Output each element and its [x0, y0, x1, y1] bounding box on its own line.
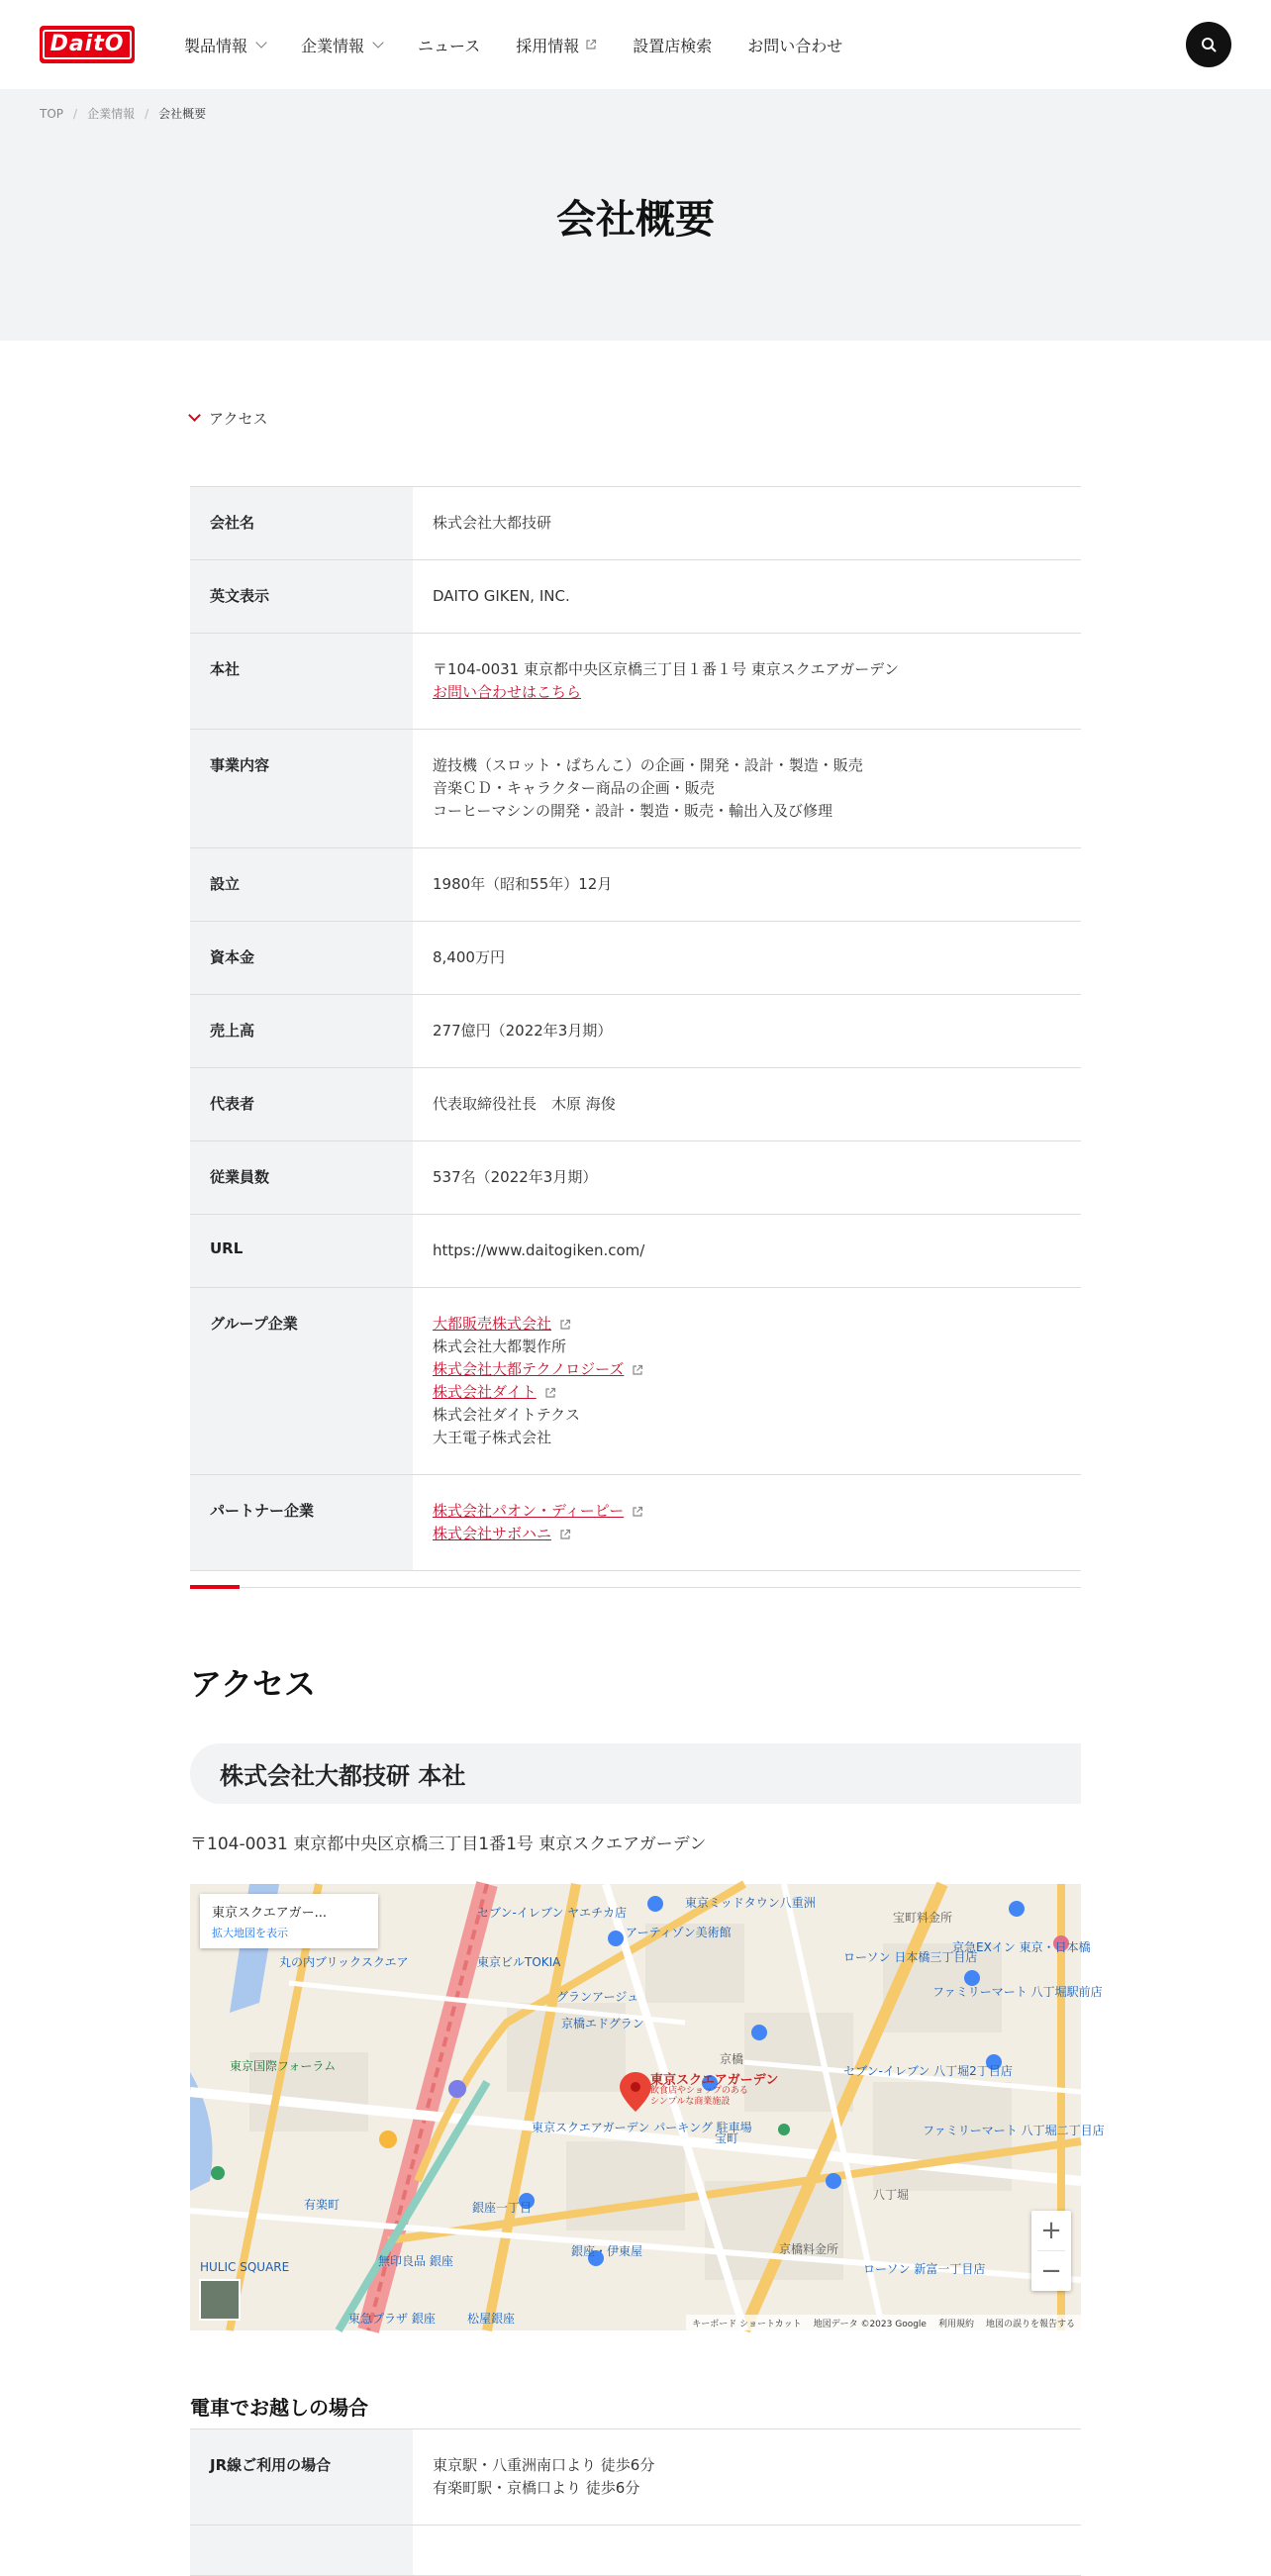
- breadcrumb-top[interactable]: TOP: [40, 106, 64, 121]
- access-anchor-label: アクセス: [209, 410, 268, 428]
- search-icon: [1201, 37, 1217, 52]
- info-row: [190, 1288, 1081, 1475]
- nav-item-label: 設置店検索: [633, 36, 713, 55]
- office-name: 株式会社大都技研 本社: [220, 1762, 466, 1790]
- map-place-label[interactable]: 京橋料金所: [779, 2242, 839, 2256]
- external-link-icon: [632, 1364, 643, 1376]
- info-text: https://www.daitogiken.com/: [433, 1241, 645, 1259]
- map-place-label[interactable]: 有楽町: [304, 2198, 341, 2212]
- daito-logo[interactable]: [40, 26, 135, 63]
- train-line-label: JR線ご利用の場合: [190, 2429, 413, 2525]
- info-value-line: [433, 1093, 1061, 1116]
- info-text: 株式会社ダイトテクス: [433, 1406, 580, 1424]
- info-row: [190, 1215, 1081, 1288]
- info-value: [413, 1068, 1081, 1140]
- map-card-title: 東京スクエアガー...: [212, 1906, 328, 1921]
- company-info-table: [190, 486, 1081, 1571]
- map-place-label[interactable]: 八丁堀: [873, 2188, 910, 2202]
- map-place-label[interactable]: 京急EXイン 東京・日本橋: [952, 1940, 1091, 1954]
- info-link[interactable]: 株式会社パオン・ディーピー: [433, 1502, 625, 1520]
- nav-item-label: 製品情報: [184, 36, 248, 55]
- info-label: 設立: [190, 848, 413, 921]
- access-anchor-link[interactable]: [190, 408, 268, 429]
- info-label: 英文表示: [190, 560, 413, 633]
- info-value: [413, 848, 1081, 921]
- info-value-line: [433, 777, 1061, 800]
- info-row: [190, 730, 1081, 848]
- page-header-band: [0, 89, 1271, 341]
- info-link[interactable]: 株式会社ダイト: [433, 1383, 537, 1401]
- info-value: [413, 560, 1081, 633]
- external-link-wrapper: [433, 1500, 643, 1523]
- nav-item[interactable]: [747, 34, 842, 56]
- nav-item-label: 企業情報: [301, 36, 365, 55]
- zoom-out-button[interactable]: −: [1040, 2256, 1062, 2286]
- map-place-label[interactable]: 銀座一丁目: [472, 2201, 533, 2215]
- info-text: 大王電子株式会社: [433, 1429, 552, 1446]
- google-map[interactable]: [190, 1884, 1105, 2330]
- info-row: [190, 560, 1081, 634]
- info-row: [190, 1141, 1081, 1215]
- train-route-info: [413, 2429, 1081, 2525]
- info-label: グループ企業: [190, 1288, 413, 1474]
- breadcrumb-current: 会社概要: [158, 107, 207, 121]
- train-access-table: [190, 2428, 1081, 2576]
- train-line-label: [190, 2526, 413, 2575]
- external-link-wrapper: [433, 1358, 643, 1381]
- train-row: [190, 2429, 1081, 2526]
- info-value: [413, 922, 1081, 994]
- map-place-label[interactable]: 東京ビルTOKIA: [477, 1955, 561, 1969]
- info-value-line: [433, 1239, 1061, 1262]
- main-nav: [184, 34, 842, 56]
- external-link-icon: [559, 1529, 571, 1540]
- info-text: 代表取締役社長 木原 海俊: [433, 1095, 616, 1113]
- info-link[interactable]: 株式会社大都テクノロジーズ: [433, 1360, 625, 1378]
- info-value-line: [433, 1313, 1061, 1336]
- map-place-label[interactable]: 東京国際フォーラム: [230, 2059, 337, 2073]
- map-pin-label[interactable]: 東京スクエアガーデン: [650, 2073, 779, 2088]
- nav-item[interactable]: [633, 34, 712, 56]
- map-place-label[interactable]: 東京ミッドタウン八重洲: [685, 1896, 816, 1910]
- info-row: [190, 487, 1081, 560]
- external-link-wrapper: [433, 1381, 556, 1404]
- breadcrumb-separator: /: [73, 106, 78, 121]
- info-row: [190, 922, 1081, 995]
- nav-item[interactable]: [184, 34, 265, 56]
- info-label: 売上高: [190, 995, 413, 1067]
- info-value-line: [433, 1336, 1061, 1358]
- info-label: 従業員数: [190, 1141, 413, 1214]
- view-larger-map-link[interactable]: 拡大地図を表示: [212, 1927, 288, 1939]
- info-link[interactable]: 大都販売株式会社: [433, 1315, 552, 1333]
- info-row: [190, 634, 1081, 730]
- external-link-icon: [559, 1319, 571, 1331]
- map-place-label[interactable]: ローソン 新富一丁目店: [863, 2262, 986, 2276]
- zoom-in-button[interactable]: +: [1040, 2216, 1062, 2245]
- info-label: 代表者: [190, 1068, 413, 1140]
- info-row: [190, 1475, 1081, 1571]
- train-row: [190, 2526, 1081, 2576]
- info-text: コーヒーマシンの開発・設計・製造・販売・輸出入及び修理: [433, 802, 833, 820]
- info-text: 株式会社大都製作所: [433, 1338, 567, 1355]
- external-link-wrapper: [433, 1313, 571, 1336]
- info-text: 537名（2022年3月期）: [433, 1168, 598, 1186]
- map-place-label[interactable]: 丸の内ブリックスクエア: [279, 1955, 409, 1969]
- info-value-line: [433, 681, 1061, 704]
- nav-item[interactable]: [301, 34, 382, 56]
- info-label: 本社: [190, 634, 413, 729]
- info-value-line: [433, 1500, 1061, 1523]
- info-label: 事業内容: [190, 730, 413, 847]
- map-place-label[interactable]: 東京スクエアガーデン パーキング 駐車場: [532, 2121, 752, 2134]
- info-value-line: [433, 1523, 1061, 1545]
- map-place-label[interactable]: ローソン 日本橋三丁目店: [843, 1950, 978, 1964]
- map-data-credit: 地図データ ©2023 Google: [813, 2319, 927, 2329]
- info-value: [413, 995, 1081, 1067]
- map-footer: [686, 2315, 1081, 2330]
- chevron-down-icon: [188, 409, 201, 422]
- map-info-card: [200, 1894, 378, 1948]
- page-title: 会社概要: [556, 197, 715, 243]
- info-value-line: [433, 1358, 1061, 1381]
- info-text: 株式会社大都技研: [433, 514, 552, 532]
- map-place-label[interactable]: 宝町料金所: [893, 1911, 953, 1925]
- info-text: 8,400万円: [433, 948, 505, 966]
- office-address: 〒104-0031 東京都中央区京橋三丁目1番1号 東京スクエアガーデン: [190, 1834, 707, 1854]
- info-text: 音楽ＣＤ・キャラクター商品の企画・販売: [433, 779, 715, 797]
- map-place-label[interactable]: 宝町: [715, 2131, 739, 2145]
- info-text: 遊技機（スロット・ぱちんこ）の企画・開発・設計・製造・販売: [433, 756, 863, 774]
- info-row: [190, 995, 1081, 1068]
- nav-item[interactable]: [418, 34, 480, 56]
- terms-link[interactable]: 利用規約: [937, 2319, 974, 2329]
- map-place-label[interactable]: セブン-イレブン ヤエチカ店: [477, 1906, 627, 1920]
- section-divider: [190, 1587, 1081, 1588]
- info-value-line: [433, 1020, 1061, 1042]
- map-place-label[interactable]: ファミリーマート 八丁堀駅前店: [932, 1985, 1103, 1999]
- train-route-info: [413, 2526, 1081, 2575]
- map-place-label[interactable]: 京橋: [720, 2052, 744, 2066]
- map-place-label[interactable]: HULIC SQUARE: [200, 2260, 290, 2274]
- map-place-label[interactable]: グランアージュ: [556, 1990, 639, 2004]
- nav-item[interactable]: [516, 34, 597, 56]
- info-value: [413, 730, 1081, 847]
- external-link-wrapper: [433, 1523, 571, 1545]
- map-place-label[interactable]: セブン-イレブン 八丁堀2丁目店: [843, 2064, 1013, 2078]
- office-name-band: [190, 1743, 1081, 1804]
- train-route-line: 東京駅・八重洲南口より 徒歩6分: [433, 2456, 655, 2474]
- map-place-label[interactable]: 京橋エドグラン: [561, 2017, 644, 2031]
- map-zoom-controls: [1031, 2211, 1071, 2291]
- site-header: [0, 0, 1271, 89]
- report-error-link[interactable]: 地図の誤りを報告する: [985, 2319, 1075, 2329]
- info-value-line: [433, 1427, 1061, 1449]
- map-place-label[interactable]: アーティゾン美術館: [626, 1926, 732, 1939]
- keyboard-shortcuts-link[interactable]: キーボード ショートカット: [692, 2319, 802, 2329]
- info-value: [413, 487, 1081, 559]
- info-value-line: [433, 1166, 1061, 1189]
- info-value-line: [433, 754, 1061, 777]
- external-link-icon: [585, 39, 597, 50]
- info-text: 1980年（昭和55年）12月: [433, 875, 613, 893]
- nav-item-label: ニュース: [418, 36, 481, 55]
- info-text: 277億円（2022年3月期）: [433, 1022, 613, 1040]
- chevron-down-icon: [372, 37, 383, 48]
- info-label: URL: [190, 1215, 413, 1287]
- info-value-line: [433, 1381, 1061, 1404]
- info-value: [413, 634, 1081, 729]
- info-value: [413, 1475, 1081, 1570]
- info-label: 会社名: [190, 487, 413, 559]
- chevron-down-icon: [255, 37, 266, 48]
- info-label: パートナー企業: [190, 1475, 413, 1570]
- breadcrumb-company[interactable]: 企業情報: [87, 107, 136, 121]
- info-value: [413, 1215, 1081, 1287]
- info-link[interactable]: 株式会社サボハニ: [433, 1525, 552, 1542]
- external-link-icon: [632, 1506, 643, 1518]
- breadcrumb-separator: /: [145, 106, 149, 121]
- info-text: 〒104-0031 東京都中央区京橋三丁目１番１号 東京スクエアガーデン: [433, 660, 900, 678]
- info-value-line: [433, 800, 1061, 823]
- info-value-line: [433, 1404, 1061, 1427]
- map-place-label[interactable]: 無印良品 銀座: [378, 2254, 453, 2268]
- info-value-line: [433, 658, 1061, 681]
- access-heading: アクセス: [190, 1665, 317, 1703]
- info-label: 資本金: [190, 922, 413, 994]
- train-route-line: 有楽町駅・京橋口より 徒歩6分: [433, 2479, 640, 2497]
- logo-text: DaitO: [43, 30, 133, 59]
- section-divider-accent: [190, 1585, 240, 1589]
- info-value-line: [433, 512, 1061, 535]
- external-link-icon: [544, 1387, 556, 1399]
- info-row: [190, 848, 1081, 922]
- info-text: DAITO GIKEN, INC.: [433, 587, 570, 605]
- nav-item-label: お問い合わせ: [747, 36, 843, 55]
- info-value: [413, 1288, 1081, 1474]
- map-place-label[interactable]: 東急プラザ 銀座: [348, 2312, 436, 2326]
- map-place-label[interactable]: ファミリーマート 八丁堀二丁目店: [923, 2124, 1105, 2137]
- info-value: [413, 1141, 1081, 1214]
- info-value-line: [433, 873, 1061, 896]
- info-row: [190, 1068, 1081, 1141]
- search-button[interactable]: [1186, 22, 1231, 67]
- map-pin-description: 飲食店やショップのある シンプルな商業施設: [650, 2086, 748, 2107]
- map-place-label[interactable]: 銀座・伊東屋: [571, 2244, 643, 2258]
- nav-item-label: 採用情報: [516, 36, 580, 55]
- breadcrumb: [40, 105, 206, 122]
- map-place-label[interactable]: 松屋銀座: [467, 2312, 516, 2326]
- train-access-heading: 電車でお越しの場合: [190, 2396, 368, 2420]
- info-link[interactable]: お問い合わせはこちら: [433, 683, 582, 701]
- info-value-line: [433, 946, 1061, 969]
- info-value-line: [433, 585, 1061, 608]
